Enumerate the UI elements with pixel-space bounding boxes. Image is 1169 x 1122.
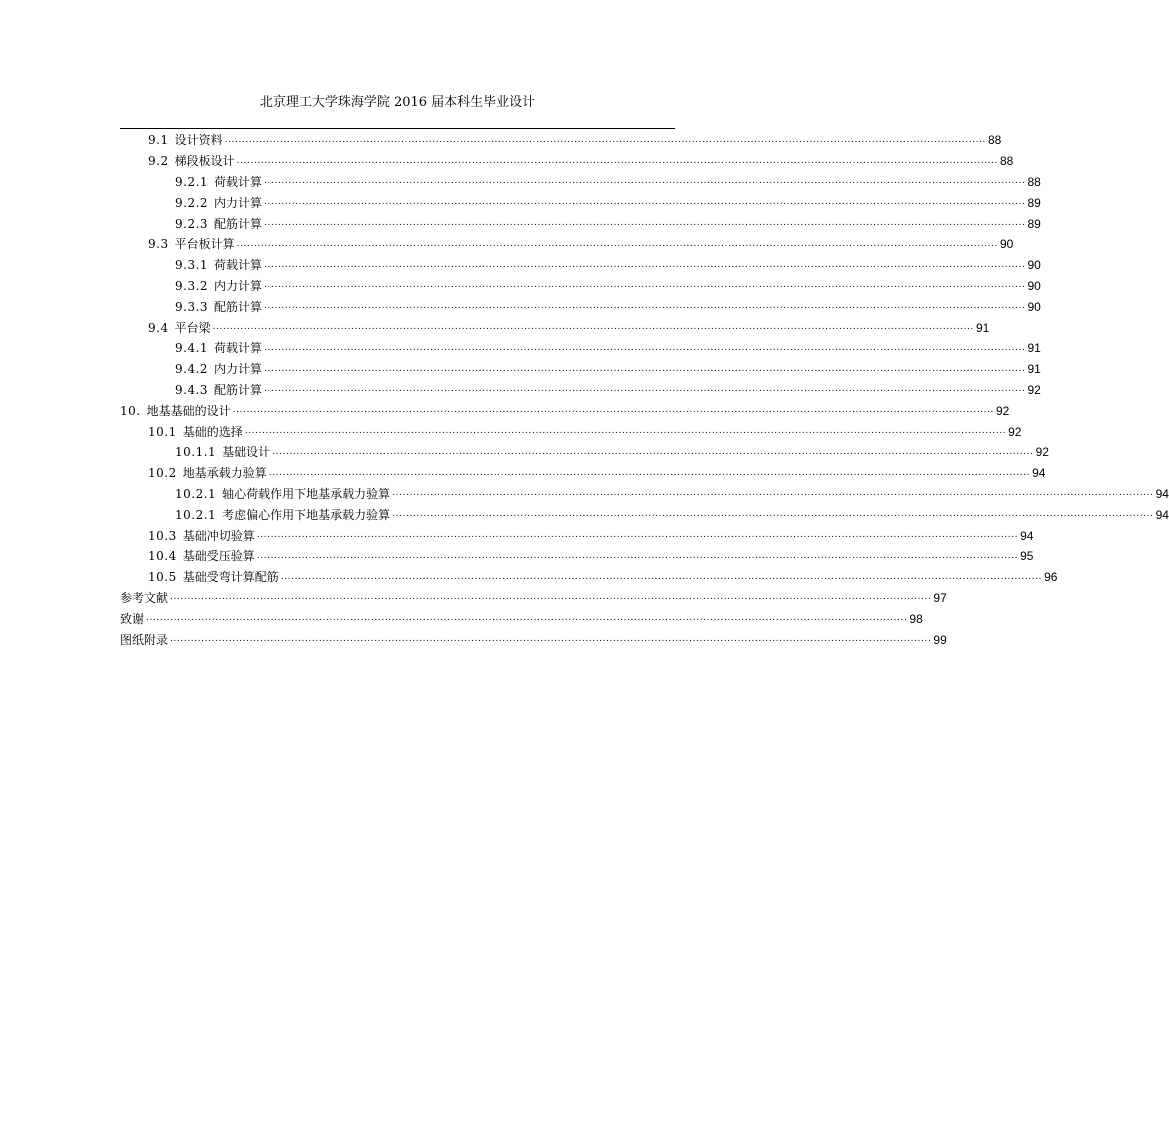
toc-entry[interactable]	[120, 546, 1034, 567]
toc-entry[interactable]	[120, 400, 1010, 421]
toc-entry[interactable]	[120, 276, 1041, 297]
toc-entry-number: 9.2	[148, 154, 169, 169]
toc-entry[interactable]	[120, 463, 1046, 484]
toc-page-number: 91	[976, 320, 990, 335]
toc-entry-title: 荷载计算	[214, 258, 263, 273]
toc-dot-leader: ............................................................................................................................................................................................................................	[244, 425, 1007, 436]
toc-entry-number: 9.2.3	[175, 216, 209, 231]
toc-dot-leader: ............................................................................................................................................................................................................................	[272, 446, 1034, 457]
toc-entry-title: 配筋计算	[214, 382, 263, 397]
toc-dot-leader: ............................................................................................................................................................................................................................	[264, 176, 1026, 187]
toc-dot-leader: ............................................................................................................................................................................................................................	[170, 633, 932, 644]
toc-entry[interactable]	[120, 504, 1169, 525]
toc-entry-number: 10.3	[148, 528, 177, 543]
toc-page-number: 97	[933, 590, 947, 605]
toc-page-number: 89	[1027, 216, 1041, 231]
toc-entry-title: 荷载计算	[214, 174, 263, 189]
toc-dot-leader: ............................................................................................................................................................................................................................	[392, 509, 1154, 520]
toc-entry-number: 9.4.2	[175, 362, 209, 377]
toc-entry[interactable]	[120, 442, 1049, 463]
toc-entry-number: 9.2.1	[175, 174, 209, 189]
toc-page-number: 99	[933, 632, 947, 647]
toc-entry-number: 10.2.1	[175, 486, 217, 501]
toc-page-number: 88	[1000, 154, 1014, 169]
toc-entry-title: 配筋计算	[214, 216, 263, 231]
toc-page-number: 98	[909, 611, 923, 626]
toc-entry-title: 致谢	[120, 611, 145, 626]
toc-entry-number: 9.1	[148, 133, 169, 148]
toc-entry[interactable]	[120, 629, 947, 650]
toc-entry-number: 9.3.3	[175, 299, 209, 314]
toc-entry-title: 基础冲切验算	[182, 528, 255, 543]
toc-entry-number: 10.1.1	[175, 445, 217, 460]
toc-entry-number: 10.	[120, 403, 141, 418]
toc-page-number: 92	[1008, 424, 1022, 439]
table-of-contents	[120, 130, 1169, 650]
toc-entry[interactable]	[120, 525, 1034, 546]
toc-page-number: 91	[1027, 341, 1041, 356]
toc-entry[interactable]	[120, 338, 1041, 359]
toc-page-number: 94	[1155, 507, 1169, 522]
toc-dot-leader: ............................................................................................................................................................................................................................	[264, 384, 1026, 395]
toc-entry[interactable]	[120, 130, 1002, 151]
toc-entry-title: 轴心荷载作用下地基承载力验算	[222, 486, 391, 501]
toc-entry-title: 平台板计算	[174, 237, 235, 252]
toc-dot-leader: ............................................................................................................................................................................................................................	[256, 550, 1019, 561]
toc-dot-leader: ............................................................................................................................................................................................................................	[264, 197, 1026, 208]
toc-dot-leader: ............................................................................................................................................................................................................................	[264, 342, 1026, 353]
toc-entry-title: 内力计算	[214, 278, 263, 293]
toc-entry-title: 配筋计算	[214, 299, 263, 314]
toc-page-number: 90	[1027, 258, 1041, 273]
toc-entry-title: 参考文献	[120, 590, 169, 605]
toc-entry-title: 基础受弯计算配筋	[182, 570, 279, 585]
toc-entry[interactable]	[120, 484, 1169, 505]
toc-entry-title: 地基承载力验算	[182, 466, 267, 481]
page-header: 北京理工大学珠海学院 2016 届本科生毕业设计	[259, 95, 536, 110]
toc-entry-number: 10.1	[148, 424, 177, 439]
toc-entry-title: 考虑偏心作用下地基承载力验算	[222, 507, 391, 522]
toc-dot-leader: ............................................................................................................................................................................................................................	[232, 405, 994, 416]
toc-entry[interactable]	[120, 317, 990, 338]
toc-dot-leader: ............................................................................................................................................................................................................................	[268, 467, 1031, 478]
toc-entry[interactable]	[120, 213, 1041, 234]
toc-entry[interactable]	[120, 588, 947, 609]
toc-entry-title: 内力计算	[214, 195, 263, 210]
toc-entry[interactable]	[120, 255, 1041, 276]
toc-page-number: 89	[1027, 195, 1041, 210]
toc-entry-number: 9.4.1	[175, 341, 209, 356]
toc-page-number: 92	[1035, 445, 1049, 460]
toc-page-number: 94	[1020, 528, 1034, 543]
toc-entry-title: 图纸附录	[120, 632, 169, 647]
toc-page-number: 94	[1155, 486, 1169, 501]
toc-entry[interactable]	[120, 567, 1058, 588]
toc-entry-number: 9.3	[148, 237, 169, 252]
toc-page-number: 95	[1020, 549, 1034, 564]
toc-entry-number: 9.2.2	[175, 195, 209, 210]
toc-entry-title: 设计资料	[174, 133, 223, 148]
toc-dot-leader: ............................................................................................................................................................................................................................	[256, 529, 1019, 540]
toc-entry-number: 10.4	[148, 549, 177, 564]
toc-dot-leader: ............................................................................................................................................................................................................................	[264, 301, 1026, 312]
toc-entry-number: 9.4	[148, 320, 169, 335]
toc-dot-leader: ............................................................................................................................................................................................................................	[236, 155, 998, 166]
toc-dot-leader: ............................................................................................................................................................................................................................	[280, 571, 1043, 582]
toc-dot-leader: ............................................................................................................................................................................................................................	[146, 613, 908, 624]
toc-entry-number: 10.5	[148, 570, 177, 585]
toc-entry[interactable]	[120, 608, 923, 629]
toc-page-number: 88	[1027, 174, 1041, 189]
toc-entry[interactable]	[120, 421, 1022, 442]
toc-entry[interactable]	[120, 234, 1014, 255]
toc-entry-title: 内力计算	[214, 362, 263, 377]
toc-entry-title: 平台梁	[174, 320, 211, 335]
toc-page-number: 92	[996, 403, 1010, 418]
toc-page-number: 96	[1044, 570, 1058, 585]
toc-entry-number: 9.4.3	[175, 382, 209, 397]
toc-page-number: 91	[1027, 362, 1041, 377]
toc-entry-title: 梯段板设计	[174, 154, 235, 169]
toc-entry[interactable]	[120, 192, 1041, 213]
toc-dot-leader: ............................................................................................................................................................................................................................	[264, 280, 1026, 291]
toc-page-number: 90	[1000, 237, 1014, 252]
toc-entry-title: 基础受压验算	[182, 549, 255, 564]
toc-dot-leader: ............................................................................................................................................................................................................................	[170, 592, 932, 603]
toc-page-number: 94	[1032, 466, 1046, 481]
toc-dot-leader: ............................................................................................................................................................................................................................	[264, 259, 1026, 270]
toc-entry-title: 基础的选择	[182, 424, 243, 439]
toc-page-number: 90	[1027, 278, 1041, 293]
toc-page-number: 90	[1027, 299, 1041, 314]
toc-dot-leader: ............................................................................................................................................................................................................................	[392, 488, 1154, 499]
toc-entry-number: 9.3.1	[175, 258, 209, 273]
toc-entry[interactable]	[120, 359, 1041, 380]
toc-dot-leader: ............................................................................................................................................................................................................................	[224, 134, 986, 145]
toc-entry-number: 9.3.2	[175, 278, 209, 293]
toc-entry[interactable]	[120, 296, 1041, 317]
toc-dot-leader: ............................................................................................................................................................................................................................	[236, 238, 998, 249]
toc-entry[interactable]	[120, 151, 1014, 172]
toc-entry-title: 荷载计算	[214, 341, 263, 356]
toc-page-number: 92	[1027, 382, 1041, 397]
toc-entry-title: 地基基础的设计	[146, 403, 231, 418]
toc-entry[interactable]	[120, 380, 1041, 401]
toc-dot-leader: ............................................................................................................................................................................................................................	[212, 321, 974, 332]
toc-entry[interactable]	[120, 172, 1041, 193]
toc-entry-number: 10.2	[148, 466, 177, 481]
toc-entry-number: 10.2.1	[175, 507, 217, 522]
toc-dot-leader: ............................................................................................................................................................................................................................	[264, 217, 1026, 228]
toc-entry-title: 基础设计	[222, 445, 271, 460]
header-rule	[120, 128, 675, 129]
toc-dot-leader: ............................................................................................................................................................................................................................	[264, 363, 1026, 374]
toc-page-number: 88	[988, 133, 1002, 148]
